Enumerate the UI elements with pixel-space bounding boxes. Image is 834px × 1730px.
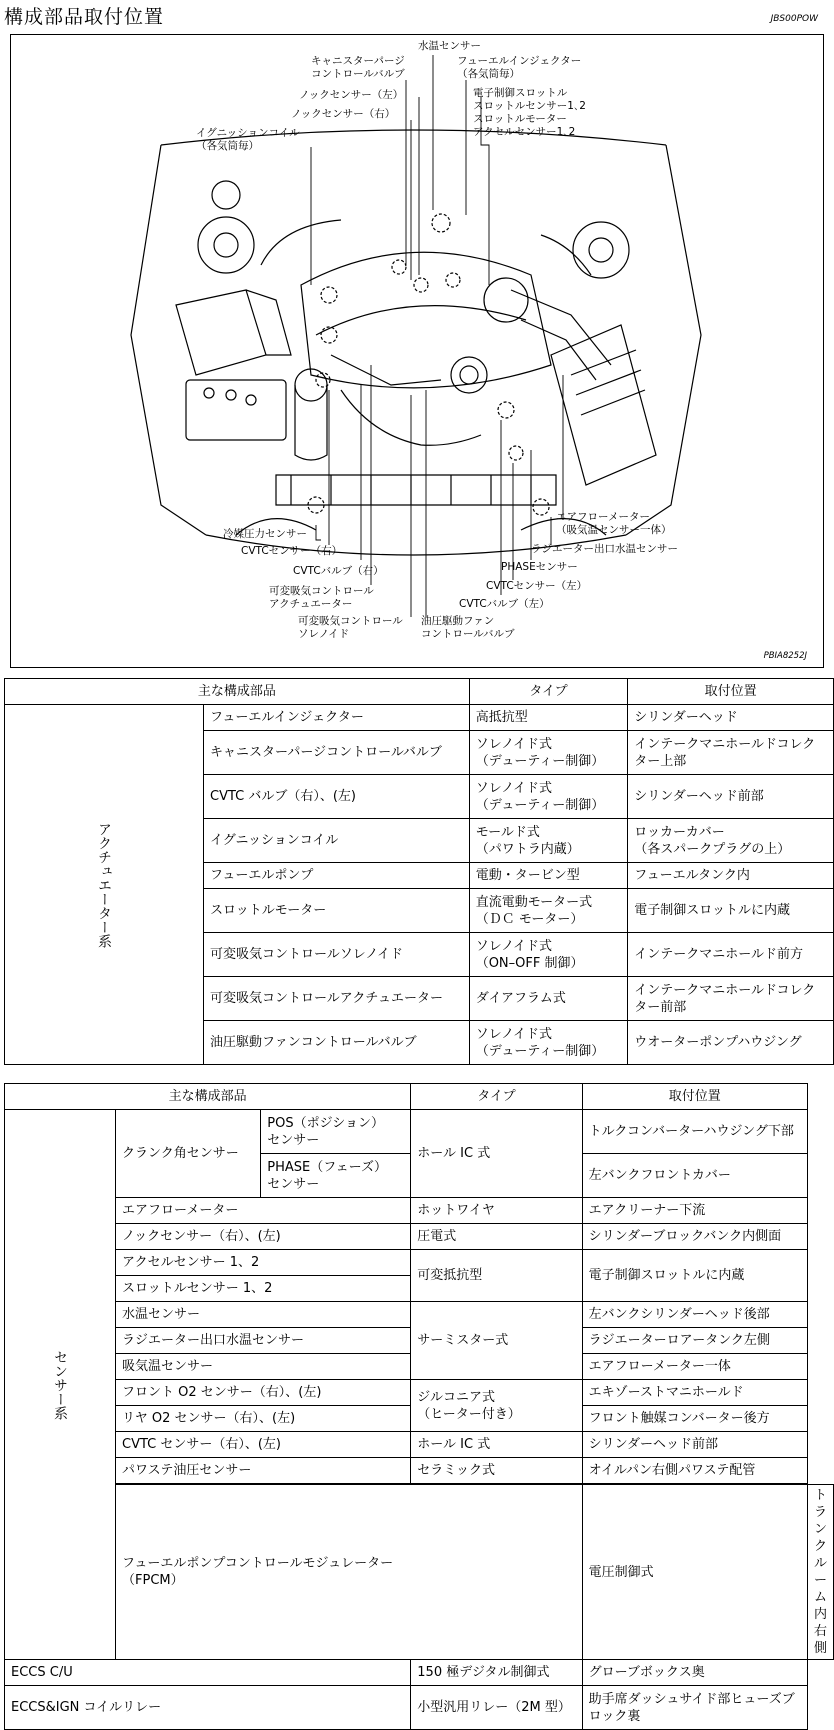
label-air-flow-meter: エアフローメーター （吸気温センサー一体） <box>556 511 672 536</box>
label-intake-control-solenoid: 可変吸気コントロール ソレノイド <box>298 615 403 640</box>
oil-filler-cap <box>451 357 487 393</box>
part-location: インテークマニホールドコレクター上部 <box>628 731 834 775</box>
part-name: スロットルモーター <box>204 889 470 933</box>
label-cvtc-valve-left: CVTCバルブ（左） <box>459 598 550 610</box>
part-location: シリンダーヘッド前部 <box>628 775 834 819</box>
ign-coil-marker <box>321 287 337 303</box>
sensor-table <box>4 1083 834 1730</box>
label-canister-purge-valve: キャニスターパージ コントロールバルブ <box>311 55 405 80</box>
page-title: 構成部品取付位置 <box>4 6 165 28</box>
left-fender-outline <box>131 145 206 535</box>
part-type: 電圧制御式 <box>582 1485 807 1660</box>
part-name: 可変吸気コントロールソレノイド <box>204 933 470 977</box>
engine-bay-illustration <box>11 35 823 667</box>
part-name: ECCS&IGN コイルリレー <box>5 1686 411 1730</box>
part-location: オイルパン右側パワステ配管 <box>582 1458 807 1484</box>
part-location: エアクリーナー下流 <box>582 1198 807 1224</box>
part-name: フューエルインジェクター <box>204 705 470 731</box>
part-location: ウオーターポンプハウジング <box>628 1021 834 1065</box>
part-location: フューエルタンク内 <box>628 863 834 889</box>
part-name: スロットルセンサー 1、2 <box>116 1276 411 1302</box>
header-part: 主な構成部品 <box>5 1084 411 1110</box>
part-name: CVTC センサー（右）、(左) <box>116 1432 411 1458</box>
part-location: ロッカーカバー （各スパークプラグの上） <box>628 819 834 863</box>
part-name: ラジエーター出口水温センサー <box>116 1328 411 1354</box>
label-cvtc-sensor-left: CVTCセンサー（左） <box>486 580 588 592</box>
table-row <box>5 705 834 731</box>
part-name: クランク角センサー <box>116 1110 261 1198</box>
part-type: 電動・タービン型 <box>469 863 628 889</box>
part-name: ノックセンサー（右）、(左) <box>116 1224 411 1250</box>
throttle-body <box>484 278 528 322</box>
part-location: 助手席ダッシュサイド部ヒューズブロック裏 <box>582 1686 807 1730</box>
label-phase-sensor: PHASEセンサー <box>501 561 578 573</box>
header-type: タイプ <box>411 1084 582 1110</box>
part-type: ジルコニア式 （ヒーター付き） <box>411 1380 582 1432</box>
part-location: 左バンクフロントカバー <box>582 1154 807 1198</box>
part-name: ECCS C/U <box>5 1660 411 1686</box>
part-type: ダイアフラム式 <box>469 977 628 1021</box>
label-radiator-outlet-sensor: ラジエーター出口水温センサー <box>531 543 678 555</box>
table-row <box>5 1660 834 1686</box>
label-water-temp-sensor: 水温センサー <box>418 40 481 52</box>
part-location: ラジエーターロアータンク左側 <box>582 1328 807 1354</box>
part-type: ソレノイド式 （デューティー制御） <box>469 731 628 775</box>
header-type: タイプ <box>469 679 628 705</box>
part-location: 電子制御スロットルに内蔵 <box>628 889 834 933</box>
table-row <box>5 1250 834 1276</box>
label-knock-sensor-left: ノックセンサー（左） <box>299 89 404 101</box>
part-name: フューエルポンプコントロールモジュレーター （FPCM） <box>116 1485 583 1660</box>
left-strut-tower <box>198 217 254 273</box>
part-subname: POS（ポジション） センサー <box>261 1110 411 1154</box>
part-name: 可変吸気コントロールアクチュエーター <box>204 977 470 1021</box>
part-name: キャニスターパージコントロールバルブ <box>204 731 470 775</box>
engine-bay-diagram <box>10 34 824 668</box>
group-label-sensor: センサー系 <box>5 1110 116 1660</box>
part-type: 高抵抗型 <box>469 705 628 731</box>
actuator-table <box>4 678 834 1065</box>
air-intake-duct <box>511 290 611 365</box>
part-name: フロント O2 センサー（右）、(左) <box>116 1380 411 1406</box>
label-ignition-coil: イグニッションコイル （各気筒毎） <box>196 127 300 152</box>
part-type: ソレノイド式 （デューティー制御） <box>469 775 628 819</box>
part-name: フューエルポンプ <box>204 863 470 889</box>
table-row <box>5 1224 834 1250</box>
part-type: ホットワイヤ <box>411 1198 582 1224</box>
part-name: 油圧駆動ファンコントロールバルブ <box>204 1021 470 1065</box>
part-type: 150 極デジタル制御式 <box>411 1660 582 1686</box>
part-name: 水温センサー <box>116 1302 411 1328</box>
table-row <box>5 1432 834 1458</box>
part-type: ホール IC 式 <box>411 1432 582 1458</box>
part-type: ソレノイド式 （ON–OFF 制御） <box>469 933 628 977</box>
part-type: 可変抵抗型 <box>411 1250 582 1302</box>
radiator-outline <box>276 475 556 505</box>
part-name: 吸気温センサー <box>116 1354 411 1380</box>
part-type: モールド式 （パワトラ内蔵） <box>469 819 628 863</box>
battery-outline <box>186 380 286 440</box>
table-row <box>5 1458 834 1484</box>
part-location: インテークマニホールドコレクター前部 <box>628 977 834 1021</box>
table-row <box>5 1110 834 1154</box>
document-code: JBS00POW <box>770 14 818 24</box>
table-row <box>5 1198 834 1224</box>
part-type: ホール IC 式 <box>411 1110 582 1198</box>
part-type: ソレノイド式 （デューティー制御） <box>469 1021 628 1065</box>
label-hydraulic-fan-valve: 油圧駆動ファン コントロールバルブ <box>421 615 515 640</box>
label-cvtc-valve-right: CVTCバルブ（右） <box>293 565 384 577</box>
part-name: パワステ油圧センサー <box>116 1458 411 1484</box>
radiator-outlet-marker <box>533 499 549 515</box>
header-part: 主な構成部品 <box>5 679 470 705</box>
figure-code: PBIA8252J <box>763 651 807 661</box>
part-name: CVTC バルブ（右）、(左) <box>204 775 470 819</box>
label-cvtc-sensor-right: CVTCセンサー（右） <box>241 545 343 557</box>
header-location: 取付位置 <box>582 1084 807 1110</box>
label-intake-control-actuator: 可変吸気コントロール アクチュエーター <box>269 585 374 610</box>
part-location: 電子制御スロットルに内蔵 <box>582 1250 807 1302</box>
part-location: トランクルーム内右側 <box>807 1485 833 1660</box>
air-cleaner-box <box>551 325 656 485</box>
part-name: エアフローメーター <box>116 1198 411 1224</box>
table-row <box>5 1380 834 1406</box>
part-type: 直流電動モーター式 （ＤＣ モーター） <box>469 889 628 933</box>
part-name: アクセルセンサー 1、2 <box>116 1250 411 1276</box>
part-location: インテークマニホールド前方 <box>628 933 834 977</box>
header-location: 取付位置 <box>628 679 834 705</box>
table-row <box>5 1686 834 1730</box>
label-electronic-throttle: 電子制御スロットル スロットルセンサー1､2 スロットルモーター アクセルセンサー1､2 <box>473 87 586 138</box>
fuse-box-outline <box>176 290 266 375</box>
part-location: フロント触媒コンバーター後方 <box>582 1406 807 1432</box>
part-location: エアフローメーター一体 <box>582 1354 807 1380</box>
right-fender-outline <box>626 145 701 535</box>
label-knock-sensor-right: ノックセンサー（右） <box>291 108 396 120</box>
part-type: サーミスター式 <box>411 1302 582 1380</box>
group-label-actuator: アクチュエーター系 <box>5 705 204 1065</box>
part-location: シリンダーヘッド <box>628 705 834 731</box>
part-location: シリンダーヘッド前部 <box>582 1432 807 1458</box>
right-strut-tower <box>573 222 629 278</box>
left-strut-top <box>212 181 240 209</box>
part-name: イグニッションコイル <box>204 819 470 863</box>
part-location: シリンダーブロックバンク内側面 <box>582 1224 807 1250</box>
part-location: エキゾーストマニホールド <box>582 1380 807 1406</box>
part-location: トルクコンバーターハウジング下部 <box>582 1110 807 1154</box>
label-fuel-injector: フューエルインジェクター （各気筒毎） <box>457 55 582 80</box>
part-name: リヤ O2 センサー（右）、(左) <box>116 1406 411 1432</box>
table-row <box>5 1485 834 1660</box>
part-type: セラミック式 <box>411 1458 582 1484</box>
part-subname: PHASE（フェーズ） センサー <box>261 1154 411 1198</box>
part-location: グローブボックス奥 <box>582 1660 807 1686</box>
part-location: 左バンクシリンダーヘッド後部 <box>582 1302 807 1328</box>
part-type: 圧電式 <box>411 1224 582 1250</box>
part-type: 小型汎用リレー（2M 型） <box>411 1686 582 1730</box>
injector-marker <box>392 260 406 274</box>
table-row <box>5 1302 834 1328</box>
label-refrigerant-pressure-sensor: 冷媒圧力センサー <box>223 528 307 540</box>
